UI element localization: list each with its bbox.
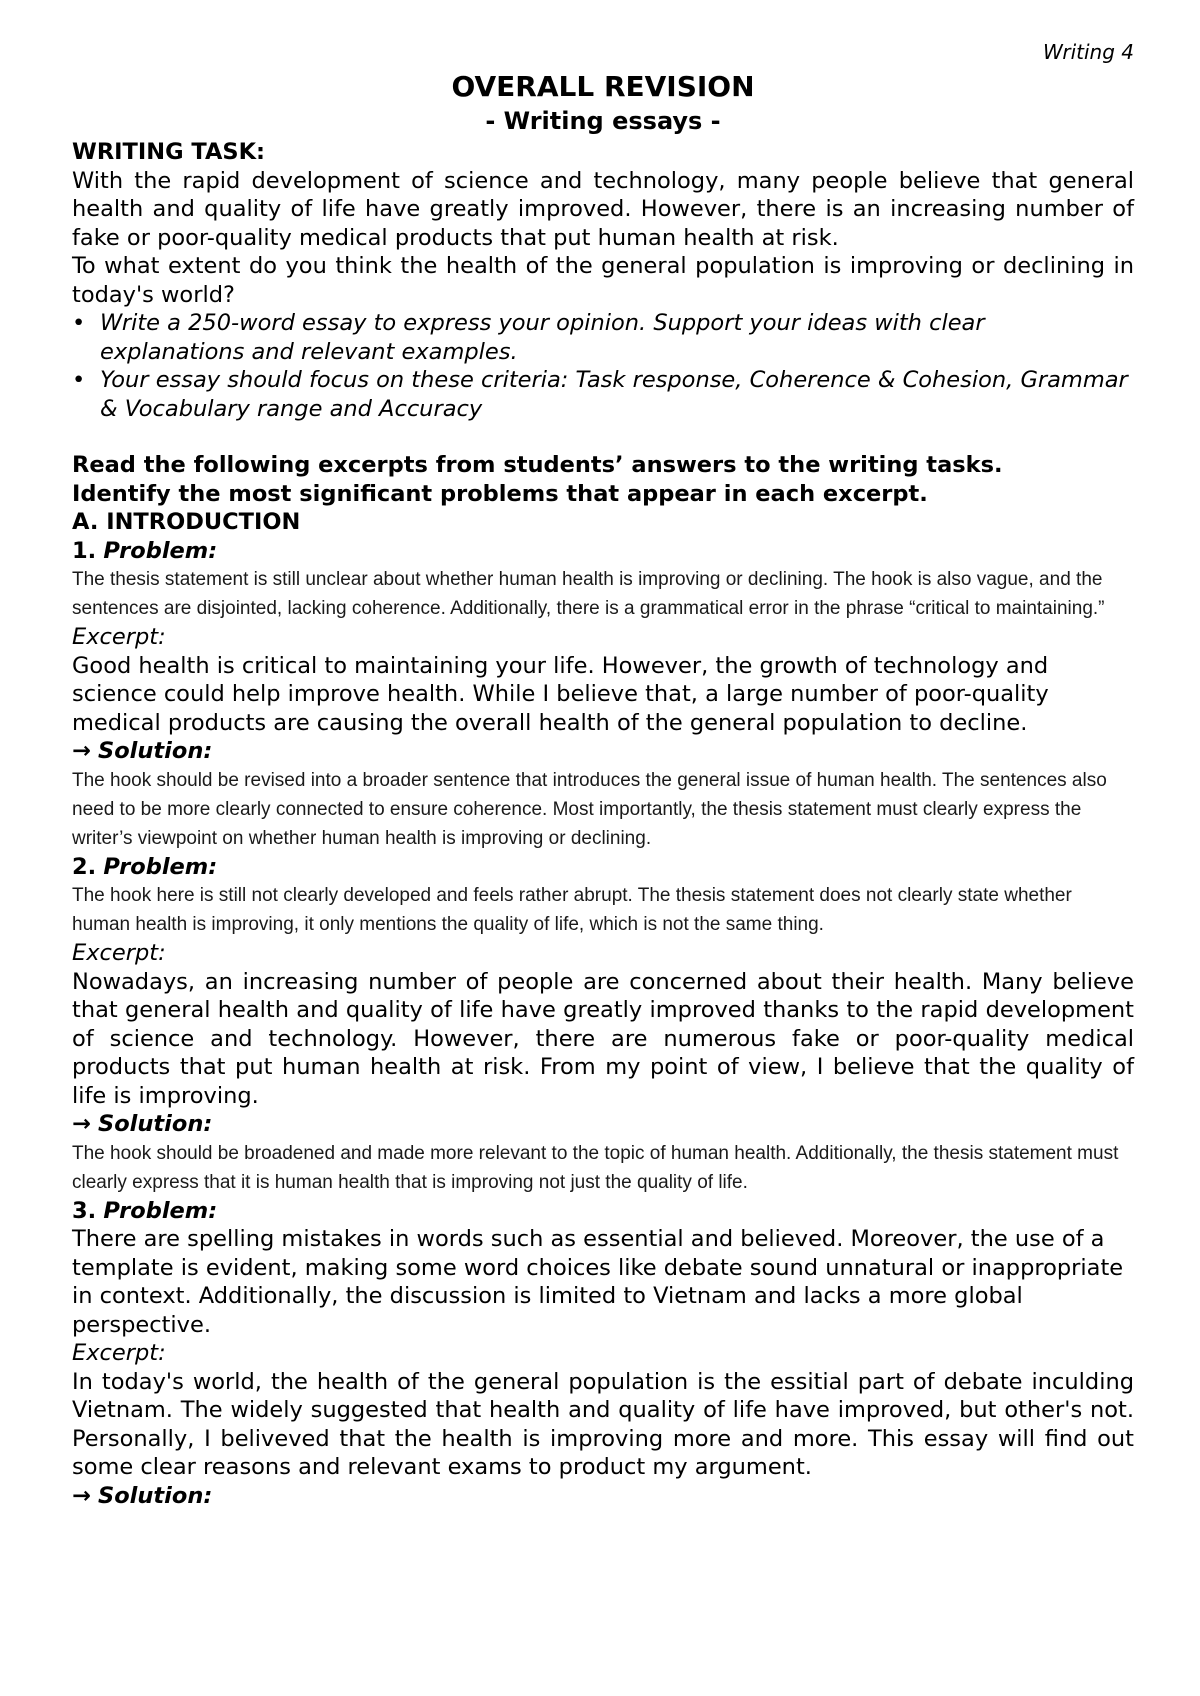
writing-task-question: To what extent do you think the health of the general population is improving or declining in today's world? xyxy=(72,253,1134,308)
problem-heading xyxy=(72,1197,1134,1226)
arrow-right-icon: → xyxy=(72,1482,91,1509)
excerpt-text: Good health is critical to maintaining your life. However, the growth of technology and science could help improve health. While I believe that, a large number of poor-quality medical products are causing the overall health of the general population to decline. xyxy=(72,652,1049,736)
problem-label: Problem: xyxy=(103,537,218,564)
solution-text: The hook should be broadened and made more relevant to the topic of human health. Additionally, the thesis statement must clearly express that it is human health that is improving not just the quality of life. xyxy=(72,1142,1119,1193)
problem-number: 3. xyxy=(72,1197,97,1224)
task-bullet-item xyxy=(72,366,1134,423)
excerpt-label: Excerpt: xyxy=(72,624,166,650)
writing-task-prompt: With the rapid development of science and technology, many people believe that general health and quality of life have greatly improved. However, there is an increasing number of fake or poor-quality medical products that put human health at risk. xyxy=(72,167,1134,251)
problem-heading xyxy=(72,537,1134,566)
arrow-right-icon: → xyxy=(72,738,91,764)
excerpt-label: Excerpt: xyxy=(72,1340,166,1366)
task-bullet-item xyxy=(72,309,1134,366)
excerpt-text: In today's world, the health of the general population is the essitial part of debate inculding Vietnam. The widely suggested that health and quality of life have improved, but other's not. Personally, I beliveved that the health is improving more and more. This essay will find out some clear reasons and relevant exams to product my argument. xyxy=(72,1368,1134,1480)
solution-text: The hook should be revised into a broader sentence that introduces the general issue of human health. The sentences also need to be more clearly connected to ensure coherence. Most importantly, the thesis statement must clearly express the writer’s viewpoint on whether human health is improving or declining. xyxy=(72,769,1107,849)
bullet-icon: • xyxy=(72,367,86,393)
problem-label: Problem: xyxy=(103,1197,218,1224)
document-title: OVERALL REVISION xyxy=(451,70,755,103)
writing-task-heading: WRITING TASK: xyxy=(72,139,266,165)
problem-text: The thesis statement is still unclear about whether human health is improving or declining. The hook is also vague, and the sentences are disjointed, lacking coherence. Additionally, there is a grammatical error in the phrase “critical to maintaining.” xyxy=(72,569,1105,619)
section-heading-introduction: A. INTRODUCTION xyxy=(72,509,301,535)
solution-label: Solution: xyxy=(98,1111,213,1137)
problem-number: 1. xyxy=(72,537,97,564)
task-bullet-list xyxy=(72,309,1134,423)
excerpt-label: Excerpt: xyxy=(72,940,166,966)
problem-heading xyxy=(72,853,1134,882)
solution-heading xyxy=(72,737,1134,766)
excerpt-text: Nowadays, an increasing number of people are concerned about their health. Many believe that general health and quality of life have greatly improved thanks to the rapid development of science and technology. However, there are numerous fake or poor-quality medical products that put human health at risk. From my point of view, I believe that the quality of life is improving. xyxy=(72,968,1134,1109)
arrow-right-icon: → xyxy=(72,1111,91,1137)
instructions-line-1: Read the following excerpts from students’ answers to the writing tasks. xyxy=(72,452,1003,478)
spacer xyxy=(72,423,1134,451)
solution-heading xyxy=(72,1110,1134,1139)
instructions-line-2: Identify the most significant problems that appear in each excerpt. xyxy=(72,480,928,507)
problem-text: There are spelling mistakes in words such as essential and believed. Moreover, the use of a template is evident, making some word choices like debate sound unnatural or inappropriate in context. Additionally, the discussion is limited to Vietnam and lacks a more global perspective. xyxy=(72,1226,1124,1338)
solution-label: Solution: xyxy=(98,738,213,764)
document-subtitle: - Writing essays - xyxy=(485,107,721,135)
document-body xyxy=(72,138,1134,1510)
problem-number: 2. xyxy=(72,853,97,880)
problem-label: Problem: xyxy=(103,853,218,880)
task-bullet-text: Your essay should focus on these criteria: Task response, Coherence & Cohesion, Grammar & Vocabulary range and Accuracy xyxy=(100,367,1128,422)
solution-heading xyxy=(72,1482,1134,1511)
problem-text: The hook here is still not clearly developed and feels rather abrupt. The thesis statement does not clearly state whether human health is improving, it only mentions the quality of life, which is not the same thing. xyxy=(72,885,1072,935)
solution-label: Solution: xyxy=(98,1482,213,1509)
page-header-label: Writing 4 xyxy=(1042,40,1134,64)
bullet-icon: • xyxy=(72,310,86,336)
task-bullet-text: Write a 250-word essay to express your opinion. Support your ideas with clear explanations and relevant examples. xyxy=(100,310,985,365)
